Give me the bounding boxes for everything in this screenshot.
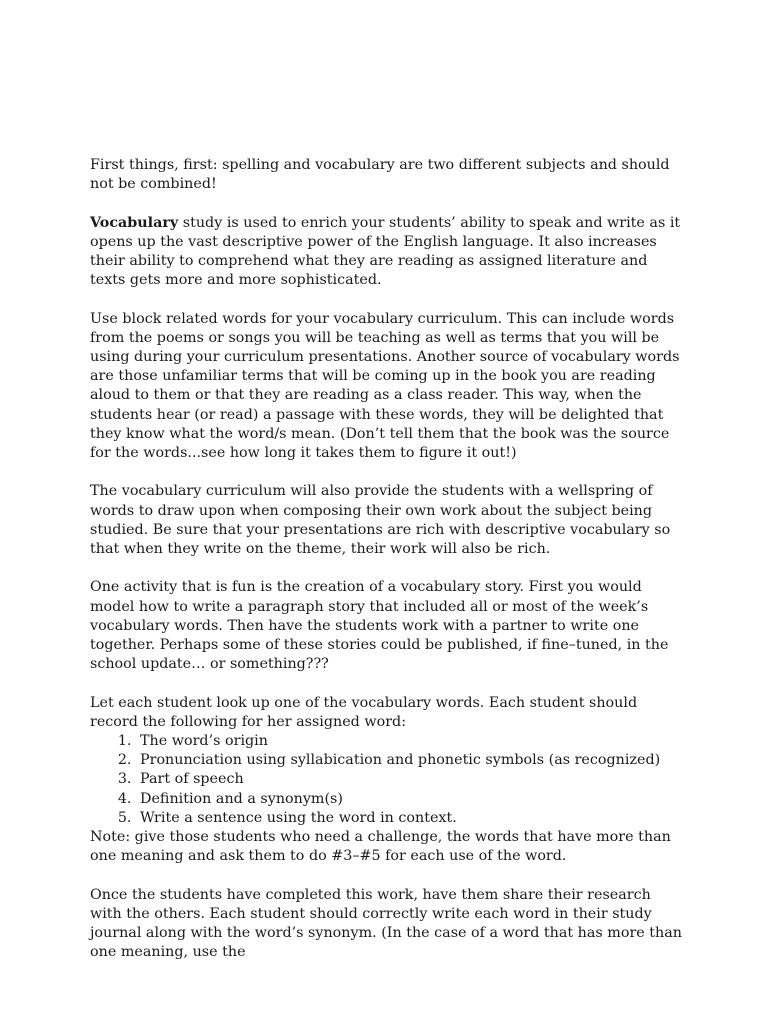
vocabulary-bold-term: Vocabulary: [90, 214, 179, 231]
numbered-list: [90, 732, 686, 828]
paragraph-curriculum: The vocabulary curriculum will also provide the students with a wellspring of words to draw upon when composing their own work about the subject being studied. Be sure that your presentations are rich with descriptive vocabulary so that when they write on the theme, their work will also be rich.: [90, 483, 671, 558]
paragraph-block-words: Use block related words for your vocabulary curriculum. This can include words from the poems or songs you will be teaching as well as terms that you will be using during your curriculum presentations. Another source of vocabulary words are those unfamiliar terms that will be coming up in the book you are reading aloud to them or that they are reading as a class reader. This way, when the students hear (or read) a passage with these words, they will be delighted that they know what the word/s mean. (Don’t tell them that the book was the source for the words...see how long it takes them to figure it out!): [90, 310, 680, 462]
list-item: 4. Definition and a synonym(s): [136, 790, 686, 809]
paragraph-vocabulary-text: study is used to enrich your students’ ability to speak and write as it opens up the vast descriptive power of the English language. It also increases their ability to comprehend what they are reading as assigned literature and texts gets more and more sophisticated.: [90, 214, 681, 289]
document-body: [90, 156, 686, 982]
list-item: 5. Write a sentence using the word in context.: [136, 809, 686, 828]
paragraph-intro: First things, first: spelling and vocabulary are two different subjects and should not be combined!: [90, 157, 670, 193]
paragraph-activity: One activity that is fun is the creation of a vocabulary story. First you would model how to write a paragraph story that included all or most of the week’s vocabulary words. Then have the students work with a partner to write one together. Perhaps some of these stories could be published, if fine–tuned, in the school update… or something???: [90, 579, 669, 673]
list-item: 1. The word’s origin: [136, 732, 686, 751]
list-item: 3. Part of speech: [136, 770, 686, 789]
list-item: 2. Pronunciation using syllabication and phonetic symbols (as recognized): [136, 751, 686, 770]
paragraph-note: Note: give those students who need a challenge, the words that have more than one meaning and ask them to do #3–#5 for each use of the word.: [90, 829, 671, 865]
paragraph-lookup: Let each student look up one of the vocabulary words. Each student should record the following for her assigned word:: [90, 694, 638, 730]
paragraph-sharing: Once the students have completed this work, have them share their research with the others. Each student should correctly write each word in their study journal along with the word’s synonym. (In the case of a word that has more than one meaning, use the: [90, 886, 682, 961]
paragraph-vocabulary: [90, 214, 686, 291]
